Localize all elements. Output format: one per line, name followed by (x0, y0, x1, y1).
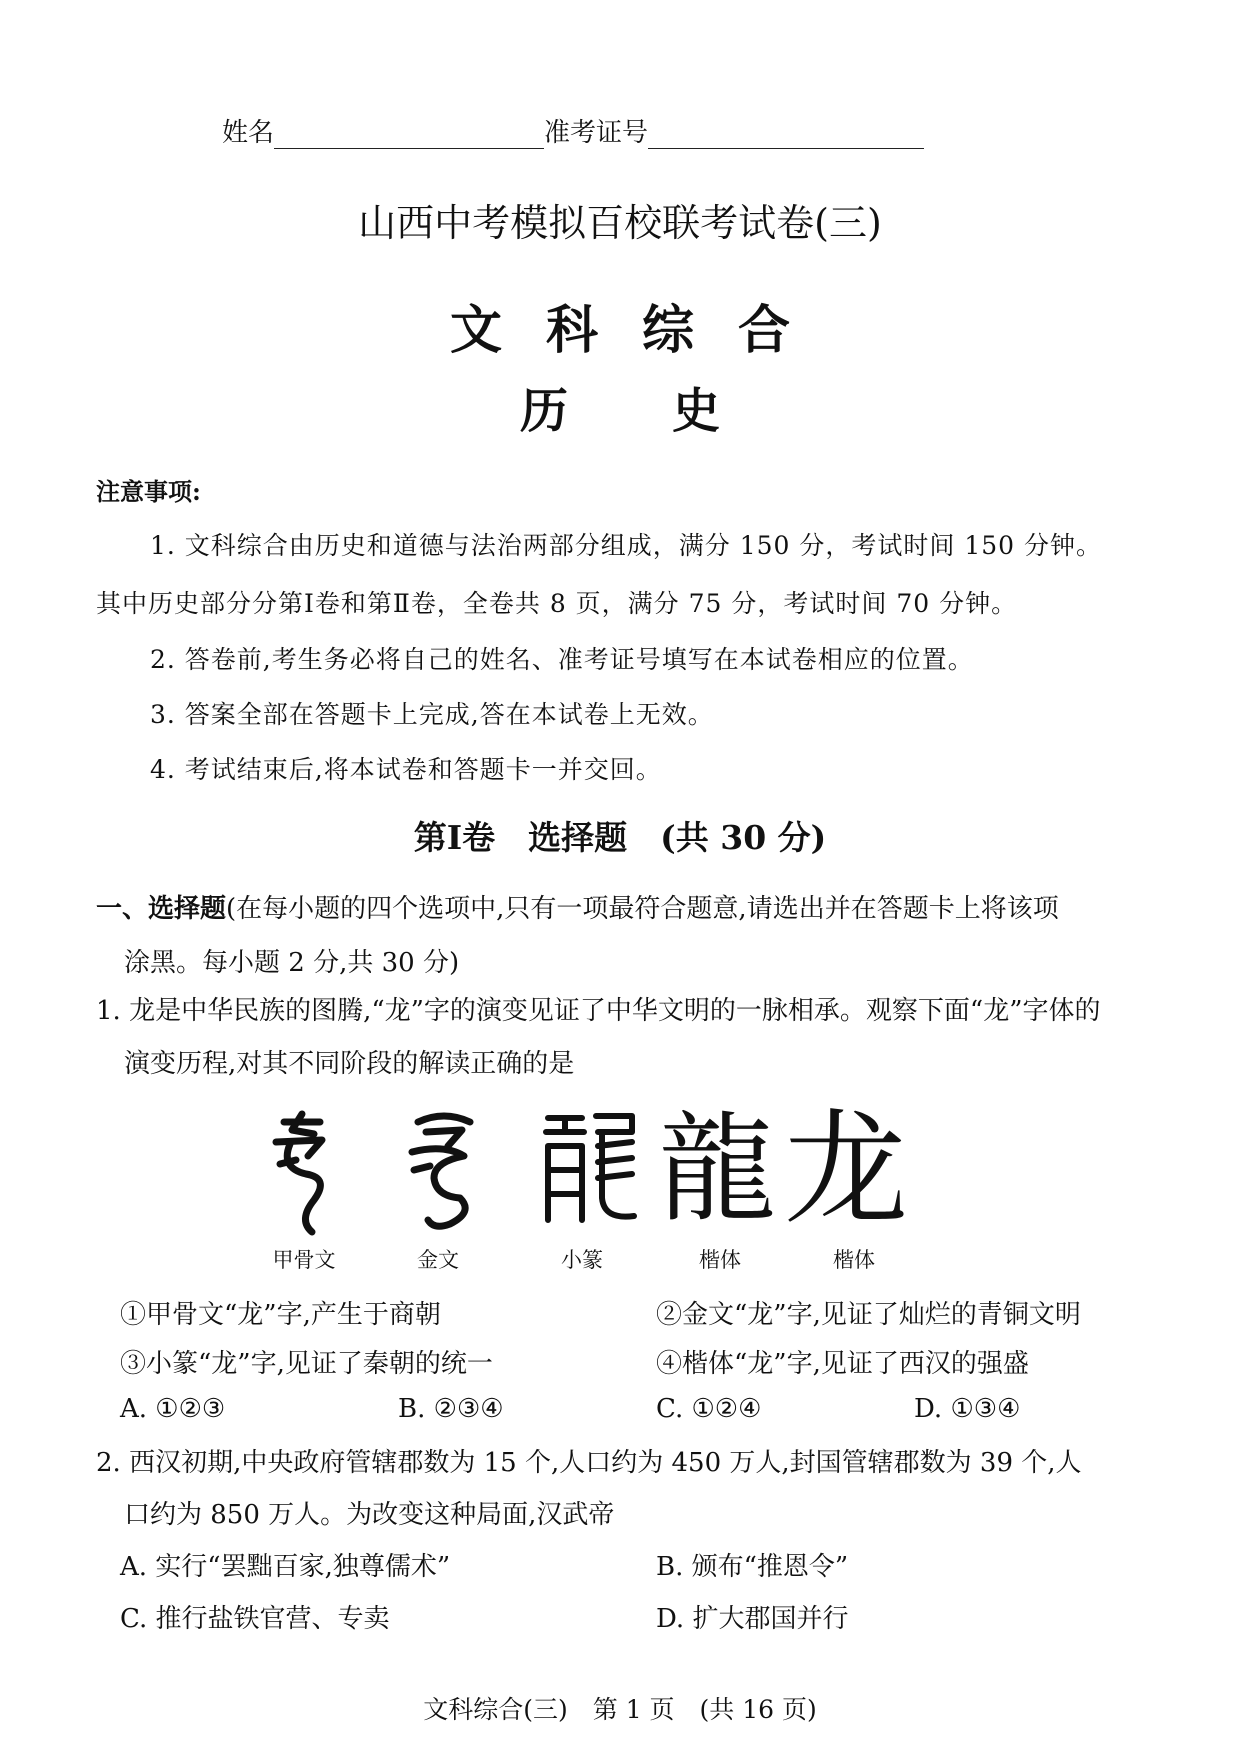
simplified-dragon-glyph: 龙 (784, 1098, 909, 1242)
notice-item: 4. 考试结束后,将本试卷和答题卡一并交回。 (150, 755, 662, 784)
exam-id-blank (648, 122, 924, 149)
q1-stem-line: 演变历程,对其不同阶段的解读正确的是 (124, 1049, 575, 1079)
q1-option-b: B. ②③④ (398, 1394, 504, 1424)
glyph-caption: 甲骨文 (272, 1248, 336, 1272)
instructions-text: (在每小题的四个选项中,只有一项最符合题意,请选出并在答题卡上将该项 (226, 894, 1059, 924)
glyph-caption: 金文 (417, 1248, 459, 1272)
notice-item: 3. 答案全部在答题卡上完成,答在本试卷上无效。 (150, 700, 714, 729)
instructions-line: 涂黑。每小题 2 分,共 30 分) (124, 948, 460, 978)
exam-id-label: 准考证号 (544, 118, 649, 148)
q1-option-c: C. ①②④ (656, 1394, 762, 1424)
q2-stem-line: 口约为 850 万人。为改变这种局面,汉武帝 (124, 1500, 615, 1530)
q2-option-a: A. 实行“罢黜百家,独尊儒术” (120, 1552, 451, 1582)
subject-title: 文科综合 (449, 300, 834, 361)
candidate-info-row (222, 112, 924, 149)
notice-item: 1. 文科综合由历史和道德与法治两部分组成，满分 150 分，考试时间 150 分钟。 (150, 531, 1103, 560)
q2-option-d: D. 扩大郡国并行 (656, 1604, 849, 1634)
exam-title: 山西中考模拟百校联考试卷(三) (358, 201, 882, 245)
q1-statement: ①甲骨文“龙”字,产生于商朝 (120, 1300, 441, 1330)
bronze-script-dragon-glyph (404, 1108, 484, 1238)
notice-item: 2. 答卷前,考生务必将自己的姓名、准考证号填写在本试卷相应的位置。 (150, 645, 974, 674)
q1-statement: ③小篆“龙”字,见证了秦朝的统一 (120, 1349, 493, 1379)
q1-option-a: A. ①②③ (120, 1394, 226, 1424)
instructions-line (96, 888, 1059, 925)
notice-title: 注意事项: (96, 477, 201, 506)
dragon-glyph-row (0, 1098, 1240, 1258)
traditional-dragon-glyph: 龍 (658, 1100, 777, 1238)
part-title: 历史 (519, 383, 824, 439)
q1-stem-line: 1. 龙是中华民族的图腾,“龙”字的演变见证了中华文明的一脉相承。观察下面“龙”字体的 (96, 996, 1101, 1026)
section-title: 第Ⅰ卷 选择题 (共 30 分) (413, 818, 827, 857)
name-blank (274, 122, 544, 149)
notice-item: 其中历史部分分第Ⅰ卷和第Ⅱ卷，全卷共 8 页，满分 75 分，考试时间 70 分钟。 (96, 589, 1018, 618)
q1-statement: ④楷体“龙”字,见证了西汉的强盛 (656, 1349, 1029, 1379)
q2-stem-line: 2. 西汉初期,中央政府管辖郡数为 15 个,人口约为 450 万人,封国管辖郡数为 39 个,人 (96, 1448, 1082, 1478)
small-seal-dragon-glyph (538, 1108, 642, 1238)
q2-option-c: C. 推行盐铁官营、专卖 (120, 1604, 390, 1634)
instructions-label: 一、选择题 (96, 894, 227, 924)
oracle-bone-dragon-glyph (270, 1108, 340, 1238)
page-footer: 文科综合(三) 第 1 页 (共 16 页) (423, 1695, 817, 1724)
name-label: 姓名 (222, 118, 275, 148)
glyph-caption: 楷体 (833, 1248, 875, 1272)
glyph-caption: 楷体 (699, 1248, 741, 1272)
q2-option-b: B. 颁布“推恩令” (656, 1552, 849, 1582)
q1-option-d: D. ①③④ (914, 1394, 1021, 1424)
q1-statement: ②金文“龙”字,见证了灿烂的青铜文明 (656, 1300, 1081, 1330)
glyph-caption: 小篆 (561, 1248, 603, 1272)
